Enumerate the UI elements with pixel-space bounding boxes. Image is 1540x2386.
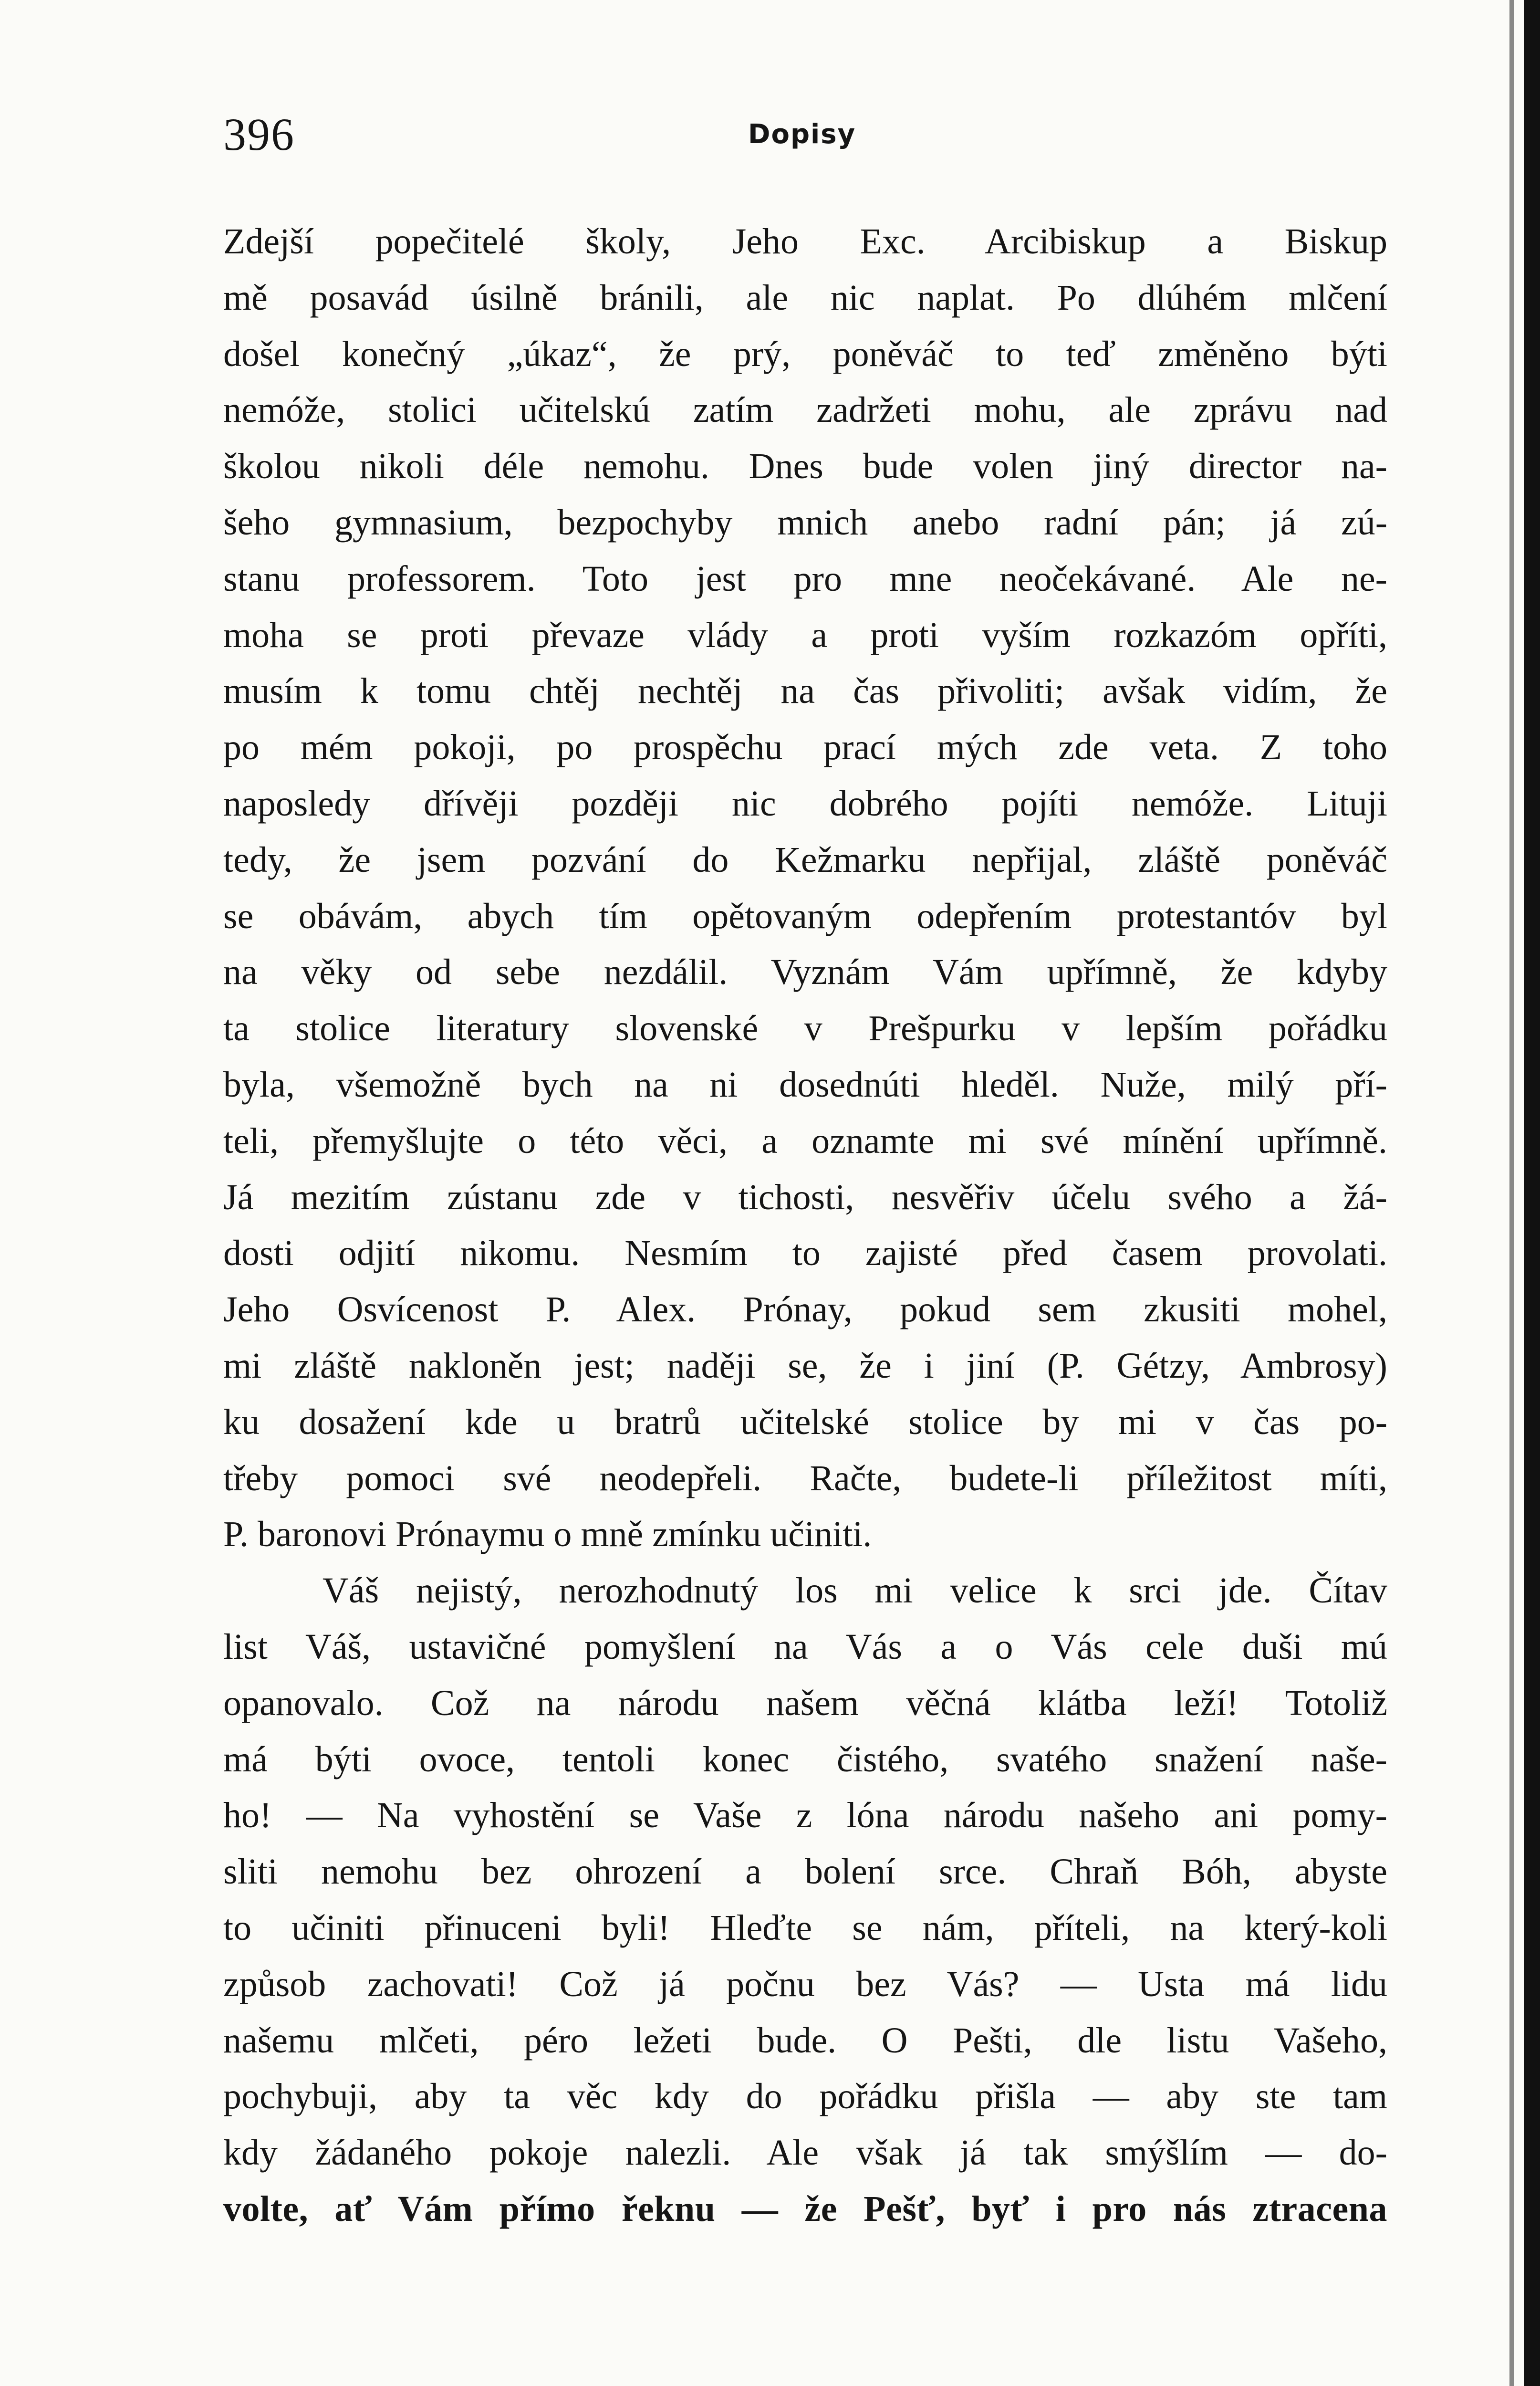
text-line: mě posavád úsilně bránili, ale nic naplat. Po dlúhém mlčení: [223, 277, 1387, 318]
text-line: moha se proti převaze vlády a proti vyším rozkazóm opříti,: [223, 615, 1387, 655]
page-number: 396: [223, 109, 295, 160]
text-line: sliti nemohu bez ohrození a bolení srce. Chraň Bóh, abyste: [223, 1852, 1387, 1892]
paragraph-first-line: Váš nejistý, nerozhodnutý los mi velice k srci jde. Čítav: [323, 1570, 1387, 1611]
text-line: způsob zachovati! Což já počnu bez Vás? — Usta má lidu: [223, 1964, 1387, 2004]
text-line: to učiniti přinuceni byli! Hleďte se nám, příteli, na který-koli: [223, 1907, 1387, 1948]
text-line: našemu mlčeti, péro ležeti bude. O Pešti, dle listu Vašeho,: [223, 2020, 1387, 2061]
text-line: dosti odjití nikomu. Nesmím to zajisté před časem provolati.: [223, 1233, 1387, 1274]
text-line: školou nikoli déle nemohu. Dnes bude volen jiný director na-: [223, 446, 1387, 487]
text-line: pochybuji, aby ta věc kdy do pořádku přišla — aby ste tam: [223, 2076, 1387, 2117]
text-line: stanu professorem. Toto jest pro mne neočekávané. Ale ne-: [223, 558, 1387, 599]
text-line: Já mezitím zústanu zde v tichosti, nesvěřiv účelu svého a žá-: [223, 1177, 1387, 1217]
text-line: po mém pokoji, po prospěchu prací mých zde veta. Z toho: [223, 727, 1387, 768]
text-line: Jeho Osvícenost P. Alex. Prónay, pokud sem zkusiti mohel,: [223, 1289, 1387, 1330]
text-line: nemóže, stolici učitelskú zatím zadržeti mohu, ale zprávu nad: [223, 390, 1387, 430]
text-line: ho! — Na vyhostění se Vaše z lóna národu našeho ani pomy-: [223, 1795, 1387, 1836]
paragraph-last-line: P. baronovi Prónaymu o mně zmínku učiniti.: [223, 1514, 872, 1555]
page-header: [223, 106, 1392, 163]
text-line: třeby pomoci své neodepřeli. Račte, budete-li příležitost míti,: [223, 1458, 1387, 1498]
text-line: šeho gymnasium, bezpochyby mnich anebo radní pán; já zú-: [223, 502, 1387, 543]
text-line: Zdejší popečitelé školy, Jeho Exc. Arcibiskup a Biskup: [223, 221, 1387, 262]
text-line: list Váš, ustavičné pomyšlení na Vás a o Vás cele duši mú: [223, 1626, 1387, 1667]
text-line: musím k tomu chtěj nechtěj na čas přivoliti; avšak vidím, že: [223, 671, 1387, 712]
text-line: opanovalo. Což na národu našem věčná klátba leží! Totoliž: [223, 1683, 1387, 1723]
text-line: ku dosažení kde u bratrů učitelské stolice by mi v čas po-: [223, 1402, 1387, 1442]
text-line: kdy žádaného pokoje nalezli. Ale však já tak smýšlím — do-: [223, 2133, 1387, 2173]
text-line: tedy, že jsem pozvání do Kežmarku nepřijal, zláště poněváč: [223, 839, 1387, 880]
page-edge: [1524, 0, 1540, 2386]
text-line: má býti ovoce, tentoli konec čistého, svatého snažení naše-: [223, 1739, 1387, 1779]
text-line: se obávám, abych tím opětovaným odepřením protestantóv byl: [223, 896, 1387, 936]
text-line: byla, všemožně bych na ni dosednúti hleděl. Nuže, milý pří-: [223, 1064, 1387, 1105]
text-line: došel konečný „úkaz“, že prý, poněváč to teď změněno býti: [223, 334, 1387, 374]
text-line: teli, přemyšlujte o této věci, a oznamte mi své mínění upřímně.: [223, 1120, 1387, 1161]
text-line: volte, ať Vám přímo řeknu — že Pešť, byť i pro nás ztracena: [223, 2188, 1387, 2229]
text-line: mi zláště nakloněn jest; naději se, že i jiní (P. Gétzy, Ambrosy): [223, 1345, 1387, 1386]
page-edge-shadow: [1509, 0, 1514, 2386]
body-text: [223, 214, 1387, 2238]
running-head: Dopisy: [748, 119, 856, 150]
text-line: ta stolice literatury slovenské v Prešpurku v lepším pořádku: [223, 1008, 1387, 1049]
text-line: na věky od sebe nezdálil. Vyznám Vám upřímně, že kdyby: [223, 952, 1387, 993]
text-line: naposledy dřívěji později nic dobrého pojíti nemóže. Lituji: [223, 783, 1387, 824]
